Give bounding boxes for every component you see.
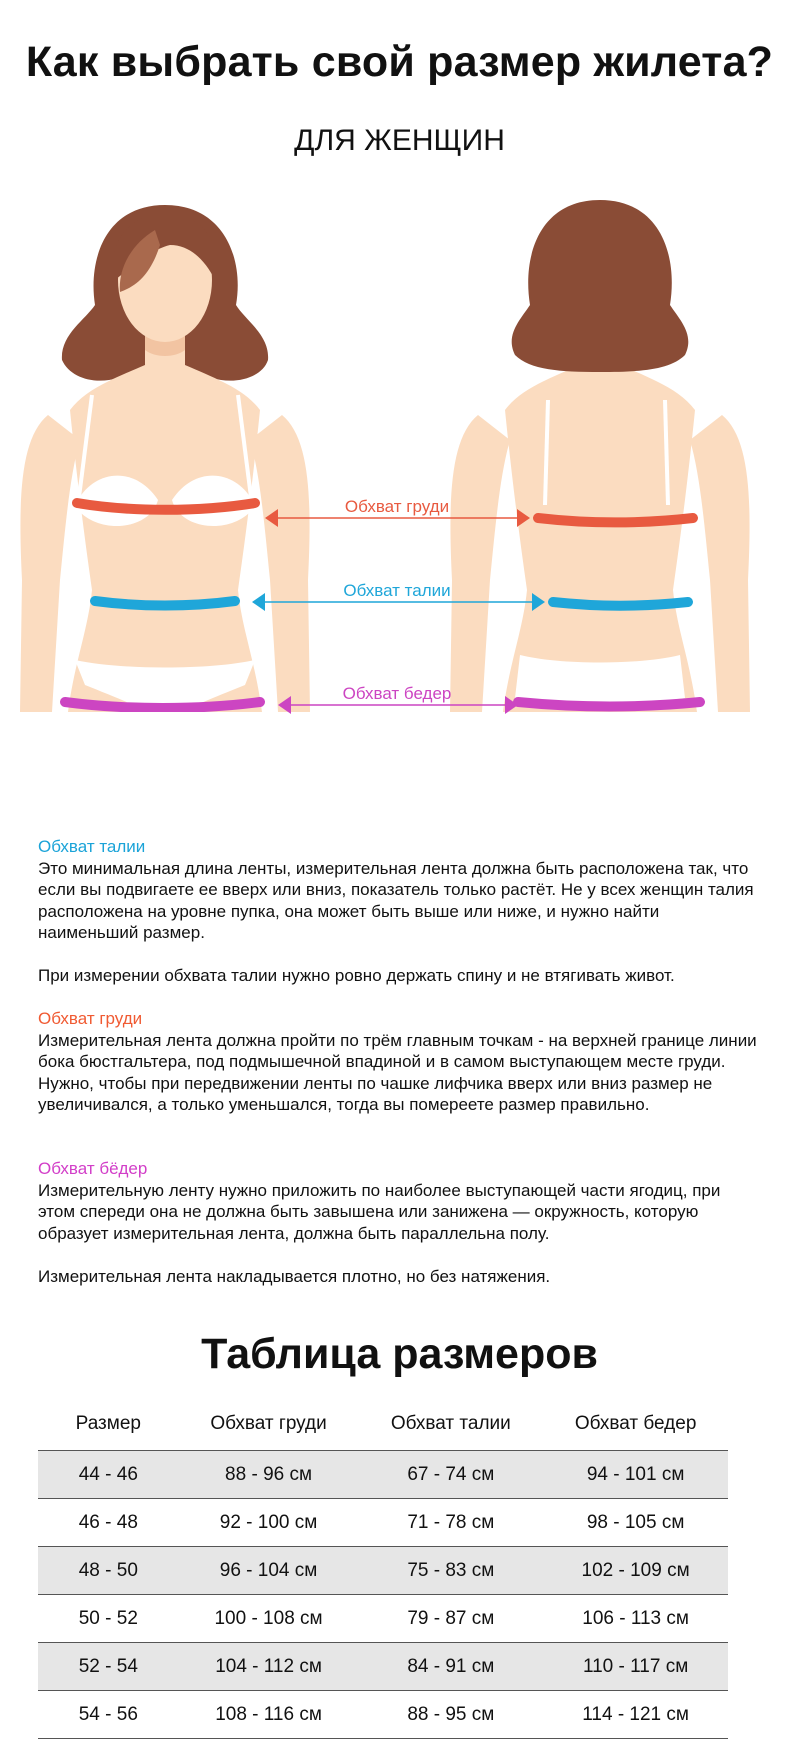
waist-section-paragraph: При измерении обхвата талии нужно ровно держать спину и не втягивать живот. — [38, 966, 675, 985]
hips-label: Обхват бедер — [342, 684, 452, 703]
front-arm-left — [20, 415, 80, 712]
cell-hips: 114 - 121 см — [543, 1691, 728, 1739]
cell-hips: 102 - 109 см — [543, 1547, 728, 1595]
size-table — [38, 1398, 728, 1739]
hips-section — [38, 1158, 758, 1287]
cell-size: 50 - 52 — [38, 1595, 179, 1643]
cell-size: 52 - 54 — [38, 1643, 179, 1691]
table-row — [38, 1499, 728, 1547]
waist-label: Обхват талии — [343, 581, 451, 600]
back-chest-tape — [538, 518, 693, 523]
table-row — [38, 1595, 728, 1643]
cell-chest: 92 - 100 см — [179, 1499, 359, 1547]
cell-size: 48 - 50 — [38, 1547, 179, 1595]
chest-section-paragraph: Измерительная лента должна пройти по трём главным точкам - на верхней границе линии бока бюстгальтера, под подмышечной впадиной и в самом выступающем месте груди. Нужно, чтобы при передвижении ленты по чашке лифчика вверх или вниз размер не увеличивался, а только уменьшался, тогда вы помереете размер правильно. — [38, 1030, 757, 1114]
waist-section-title: Обхват талии — [38, 837, 146, 856]
header-waist: Обхват талии — [358, 1398, 543, 1451]
table-header-row — [38, 1398, 728, 1451]
front-figure — [20, 205, 310, 712]
cell-chest: 88 - 96 см — [179, 1451, 359, 1499]
hips-section-paragraph: Измерительную ленту нужно приложить по наиболее выступающей части ягодиц, при этом спереди она не должна быть завышена или занижена — окружность, которую образует измерительная лента, должна быть параллельна полу. — [38, 1180, 721, 1243]
cell-chest: 96 - 104 см — [179, 1547, 359, 1595]
cell-waist: 71 - 78 см — [358, 1499, 543, 1547]
back-hair — [512, 200, 689, 372]
cell-waist: 67 - 74 см — [358, 1451, 543, 1499]
back-arm-left — [450, 415, 510, 712]
cell-waist: 84 - 91 см — [358, 1643, 543, 1691]
hips-section-paragraph: Измерительная лента накладывается плотно, но без натяжения. — [38, 1266, 551, 1286]
page-subtitle: ДЛЯ ЖЕНЩИН — [294, 124, 505, 157]
cell-chest: 104 - 112 см — [179, 1643, 359, 1691]
chest-section — [38, 1008, 758, 1116]
front-arm-right — [250, 415, 310, 712]
table-row — [38, 1451, 728, 1499]
cell-hips: 94 - 101 см — [543, 1451, 728, 1499]
back-figure — [450, 200, 750, 712]
front-waist-tape — [95, 601, 235, 606]
table-row — [38, 1547, 728, 1595]
hips-section-title: Обхват бёдер — [38, 1159, 148, 1178]
size-table-title: Таблица размеров — [201, 1330, 598, 1378]
back-waist-tape — [553, 602, 688, 606]
header-size: Размер — [38, 1398, 179, 1451]
header-hips: Обхват бедер — [543, 1398, 728, 1451]
cell-chest: 100 - 108 см — [179, 1595, 359, 1643]
table-row — [38, 1691, 728, 1739]
cell-hips: 106 - 113 см — [543, 1595, 728, 1643]
chest-section-title: Обхват груди — [38, 1009, 143, 1028]
measurement-illustration — [0, 200, 799, 820]
waist-section-paragraph: Это минимальная длина ленты, измерительная лента должна быть расположена так, что если вы подвигаете ее вверх или вниз, показатель только растёт. Не у всех женщин талия расположена на уровне пупка, она может быть выше или ниже, и нужно найти наименьший размер. — [38, 858, 754, 942]
cell-waist: 88 - 95 см — [358, 1691, 543, 1739]
cell-size: 44 - 46 — [38, 1451, 179, 1499]
back-hips-tape — [518, 702, 700, 707]
cell-waist: 75 - 83 см — [358, 1547, 543, 1595]
cell-chest: 108 - 116 см — [179, 1691, 359, 1739]
cell-hips: 98 - 105 см — [543, 1499, 728, 1547]
chest-label: Обхват груди — [344, 497, 450, 516]
cell-waist: 79 - 87 см — [358, 1595, 543, 1643]
waist-section — [38, 836, 758, 987]
table-row — [38, 1643, 728, 1691]
page-title: Как выбрать свой размер жилета? — [25, 38, 774, 86]
cell-size: 54 - 56 — [38, 1691, 179, 1739]
header-chest: Обхват груди — [179, 1398, 359, 1451]
cell-size: 46 - 48 — [38, 1499, 179, 1547]
back-arm-right — [690, 415, 750, 712]
cell-hips: 110 - 117 см — [543, 1643, 728, 1691]
